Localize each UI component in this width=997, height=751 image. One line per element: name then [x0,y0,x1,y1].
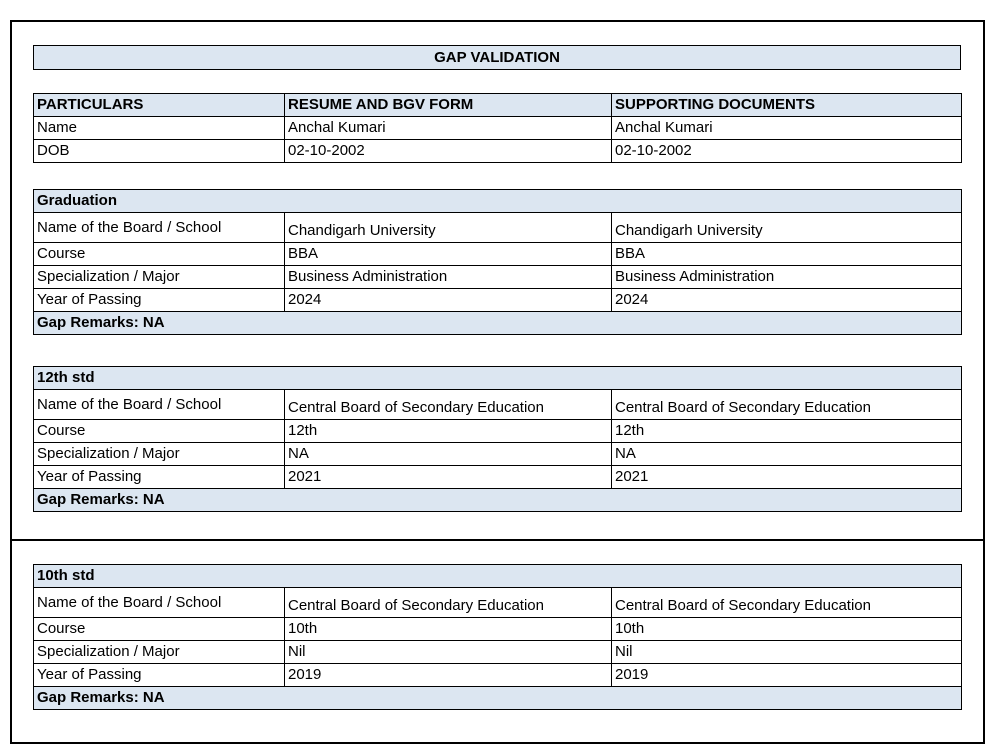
table-row [34,289,962,312]
row-label: Name of the Board / School [34,390,285,420]
docs-value: 2021 [612,466,962,489]
header-row [34,94,962,117]
resume-value: Central Board of Secondary Education [285,390,612,420]
docs-value: 2019 [612,664,962,687]
row-label: Name of the Board / School [34,213,285,243]
table-row [34,390,962,420]
row-label: Name of the Board / School [34,588,285,618]
table-row [34,266,962,289]
page-title: GAP VALIDATION [34,46,961,70]
table-row [34,243,962,266]
docs-value: 02-10-2002 [612,140,962,163]
row-label: Course [34,243,285,266]
resume-value: 2021 [285,466,612,489]
resume-value: 2024 [285,289,612,312]
row-label: DOB [34,140,285,163]
table-row [34,618,962,641]
row-label: Year of Passing [34,289,285,312]
docs-value: Nil [612,641,962,664]
table-row [34,420,962,443]
header-supporting-docs: SUPPORTING DOCUMENTS [612,94,962,117]
resume-value: Central Board of Secondary Education [285,588,612,618]
docs-value: 2024 [612,289,962,312]
resume-value: 2019 [285,664,612,687]
resume-value: 02-10-2002 [285,140,612,163]
docs-value: Central Board of Secondary Education [612,588,962,618]
section-10th [33,564,962,710]
resume-value: Business Administration [285,266,612,289]
docs-value: Anchal Kumari [612,117,962,140]
resume-value: NA [285,443,612,466]
section-heading: 10th std [34,565,962,588]
row-label: Specialization / Major [34,266,285,289]
table-row [34,664,962,687]
table-row [34,588,962,618]
docs-value: BBA [612,243,962,266]
resume-value: Nil [285,641,612,664]
particulars-table [33,93,962,163]
docs-value: NA [612,443,962,466]
table-row [34,641,962,664]
row-label: Year of Passing [34,664,285,687]
title-table [33,45,961,70]
row-label: Specialization / Major [34,641,285,664]
resume-value: Anchal Kumari [285,117,612,140]
section-heading: 12th std [34,367,962,390]
row-label: Year of Passing [34,466,285,489]
section-12th [33,366,962,512]
resume-value: 10th [285,618,612,641]
row-label: Course [34,420,285,443]
section-heading: Graduation [34,190,962,213]
table-row [34,140,962,163]
resume-value: Chandigarh University [285,213,612,243]
resume-value: BBA [285,243,612,266]
header-particulars: PARTICULARS [34,94,285,117]
table-row [34,443,962,466]
row-label: Name [34,117,285,140]
gap-remarks: Gap Remarks: NA [34,489,962,512]
row-label: Specialization / Major [34,443,285,466]
docs-value: 12th [612,420,962,443]
docs-value: Business Administration [612,266,962,289]
row-label: Course [34,618,285,641]
header-resume: RESUME AND BGV FORM [285,94,612,117]
docs-value: 10th [612,618,962,641]
docs-value: Chandigarh University [612,213,962,243]
gap-remarks: Gap Remarks: NA [34,687,962,710]
resume-value: 12th [285,420,612,443]
table-row [34,117,962,140]
table-row [34,466,962,489]
gap-remarks: Gap Remarks: NA [34,312,962,335]
docs-value: Central Board of Secondary Education [612,390,962,420]
section-graduation [33,189,962,335]
table-row [34,213,962,243]
